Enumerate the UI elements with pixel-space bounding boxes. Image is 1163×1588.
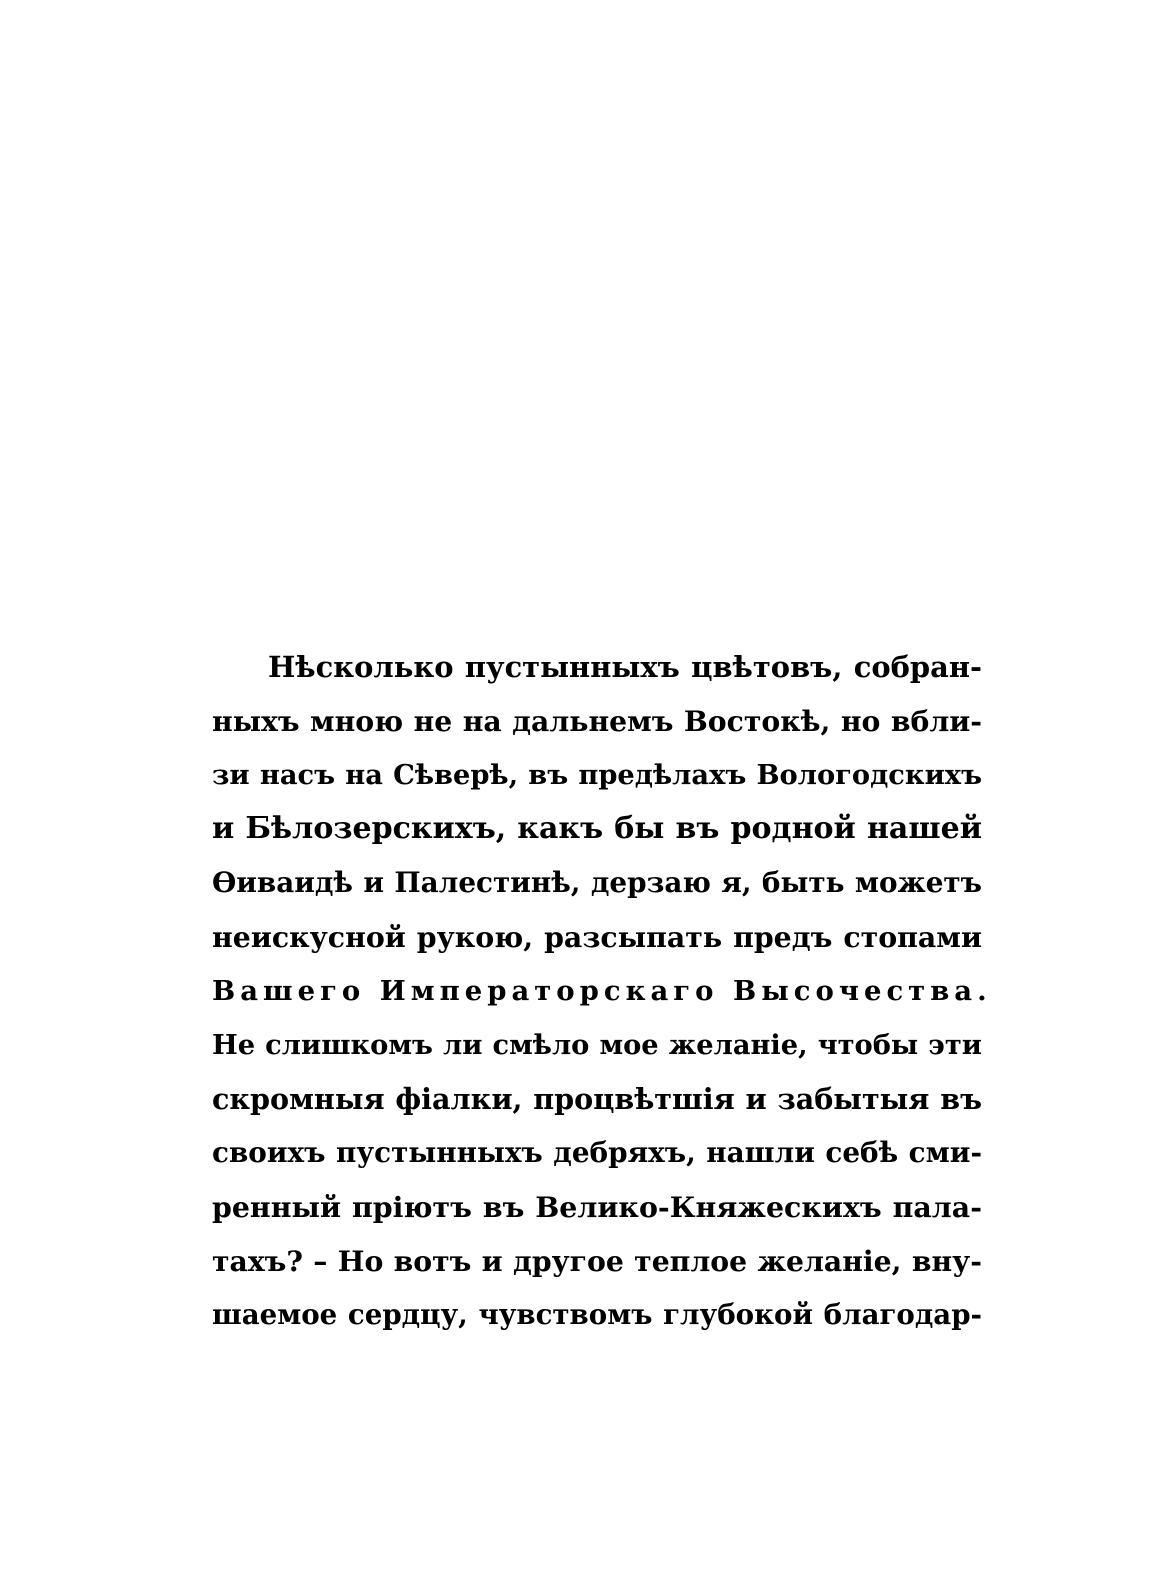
- text-line: ныхъ мною не на дальнемъ Востокѣ, но вбли-: [212, 704, 982, 738]
- text-line: неискусной рукою, разсыпать предъ стопами: [212, 920, 982, 954]
- text-line: и Бѣлозерскихъ, какъ бы въ родной нашей: [212, 811, 982, 846]
- text-line: тахъ? – Но вотъ и другое теплое желаніе, вну-: [212, 1244, 982, 1278]
- text-line: Нѣсколько пустынныхъ цвѣтовъ, собран-: [268, 650, 982, 684]
- text-line: скромныя фіалки, процвѣтшія и забытыя въ: [212, 1082, 982, 1116]
- text-line: зи насъ на Сѣверѣ, въ предѣлахъ Вологодскихъ: [212, 759, 982, 791]
- text-line: Не слишкомъ ли смѣло мое желаніе, чтобы эти: [212, 1029, 982, 1061]
- text-line: своихъ пустынныхъ дебряхъ, нашли себѣ сми-: [212, 1136, 982, 1169]
- dedication-paragraph: [212, 640, 992, 1342]
- text-line: шаемое сердцу, чувствомъ глубокой благодар-: [212, 1298, 982, 1331]
- text-line-honorific: Вашего Императорскаго Высочества.: [212, 975, 992, 1007]
- text-line: Ѳиваидѣ и Палестинѣ, дерзаю я, быть можетъ: [212, 866, 982, 899]
- text-line: ренный пріютъ въ Велико-Княжескихъ пала-: [212, 1190, 982, 1224]
